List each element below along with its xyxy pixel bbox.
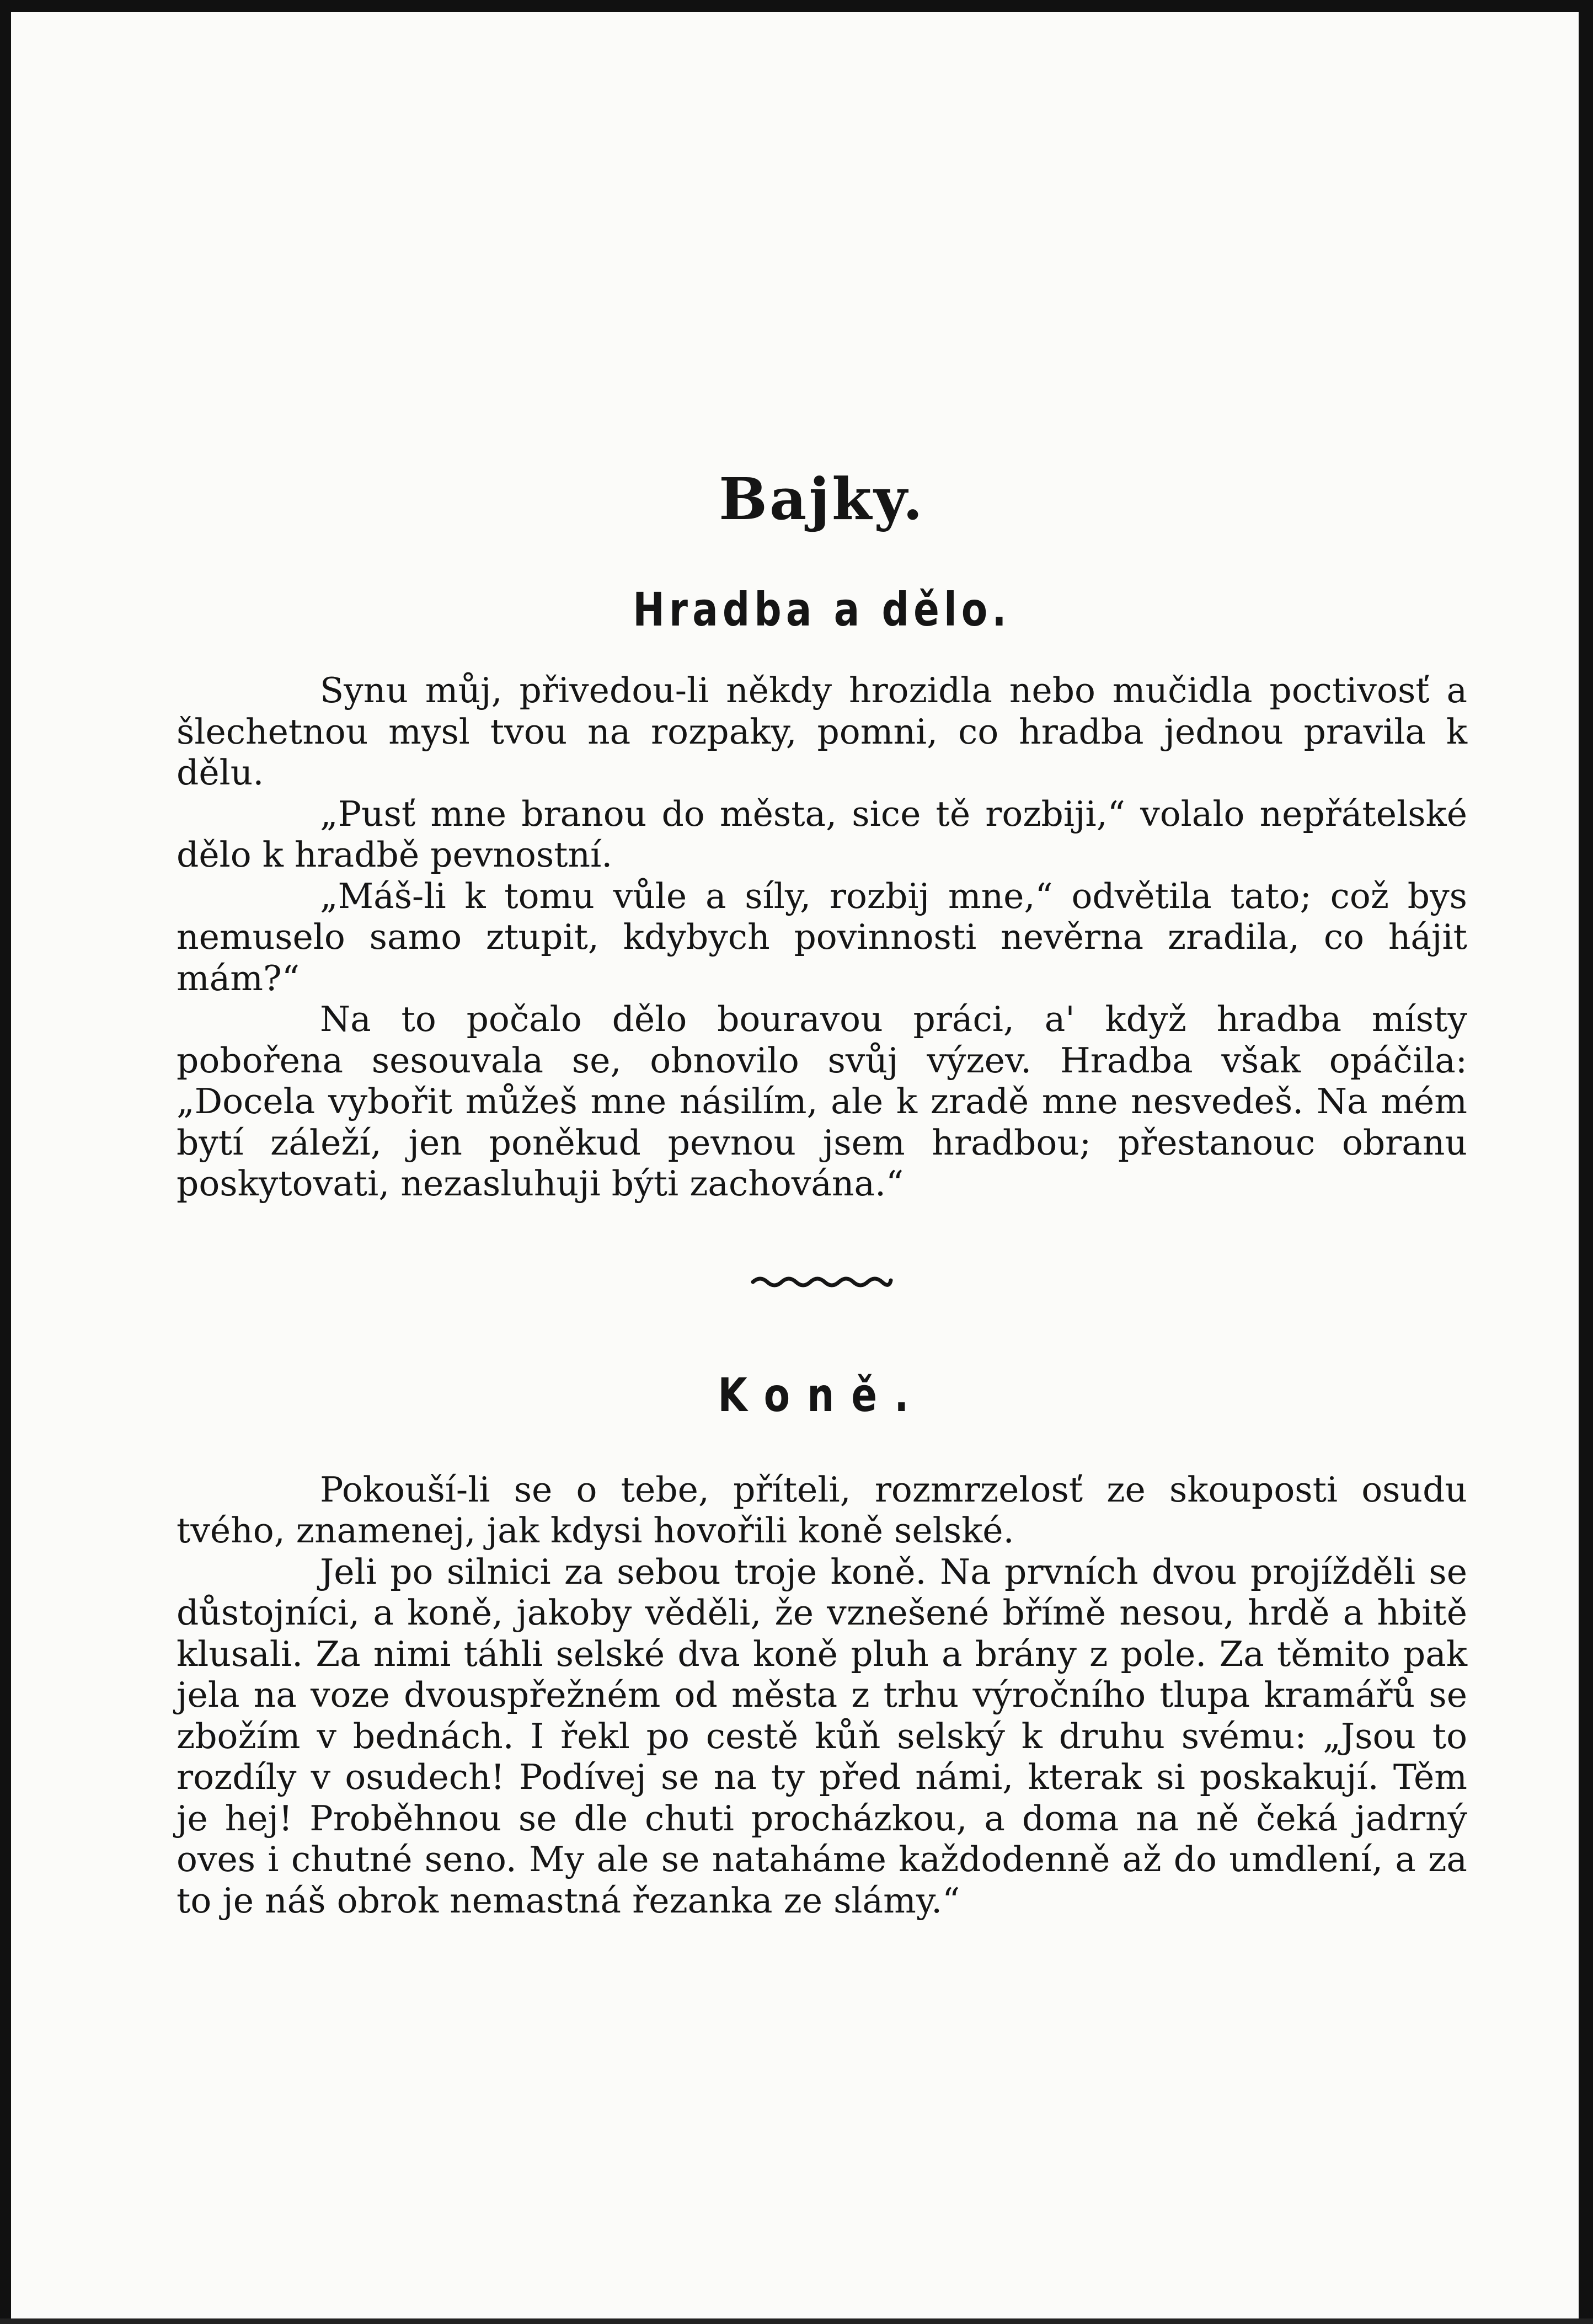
paragraph: „Pusť mne branou do města, sice tě rozbiji,“ volalo nepřátelské dělo k hradbě pevnostní.	[177, 793, 1467, 875]
wavy-line-ornament-icon	[750, 1274, 894, 1290]
page-content	[177, 458, 1467, 1921]
scan-edge-right	[1579, 0, 1593, 2324]
paragraph: Synu můj, přivedou-li někdy hrozidla nebo mučidla poctivosť a šlechetnou mysl tvou na rozpaky, pomni, co hradba jednou pravila k dělu.	[177, 670, 1467, 793]
fable-text-kone	[177, 1470, 1467, 1922]
fable-title-hradba: Hradba a dělo.	[633, 583, 1011, 637]
paragraph: Jeli po silnici za sebou troje koně. Na prvních dvou projížděli se důstojníci, a koně, jakoby věděli, že vznešené břímě nesou, hrdě a hbitě klusali. Za nimi táhli selské dva koně pluh a brány z pole. Za těmito pak jela na voze dvouspřežném od města z trhu výročního tlupa kramářů se zbožím v bednách. I řekl po cestě kůň selský k druhu svému: „Jsou to rozdíly v osudech! Podívej se na ty před námi, kterak si poskakují. Těm je hej! Proběhnou se dle chuti procházkou, a doma na ně čeká jadrný oves i chutné seno. My ale se nataháme každodenně až do umdlení, a za to je náš obrok nemastná řezanka ze slámy.“	[177, 1551, 1467, 1921]
paragraph: Pokouší-li se o tebe, příteli, rozmrzelosť ze skouposti osudu tvého, znamenej, jak kdysi hovořili koně selské.	[177, 1469, 1467, 1551]
book-title: Bajky.	[719, 465, 925, 533]
paragraph: Na to počalo dělo bouravou práci, a' když hradba místy pobořena sesouvala se, obnovilo svůj výzev. Hradba však opáčila: „Docela vybořit můžeš mne násilím, ale k zradě mne nesvedeš. Na mém bytí záleží, jen poněkud pevnou jsem hradbou; přestanouc obranu poskytovati, nezasluhuji býti zachována.“	[177, 999, 1467, 1204]
fable-text-hradba	[177, 670, 1467, 1205]
fable-title-kone: Koně.	[718, 1367, 926, 1422]
scan-edge-left	[0, 0, 11, 2324]
paragraph: „Máš-li k tomu vůle a síly, rozbij mne,“ odvětila tato; což bys nemuselo samo ztupit, kdybych povinnosti nevěrna zradila, co hájit mám?“	[177, 875, 1467, 998]
scan-edge-top	[0, 0, 1593, 12]
section-separator	[177, 1205, 1467, 1359]
scan-edge-bottom	[0, 2318, 1593, 2324]
